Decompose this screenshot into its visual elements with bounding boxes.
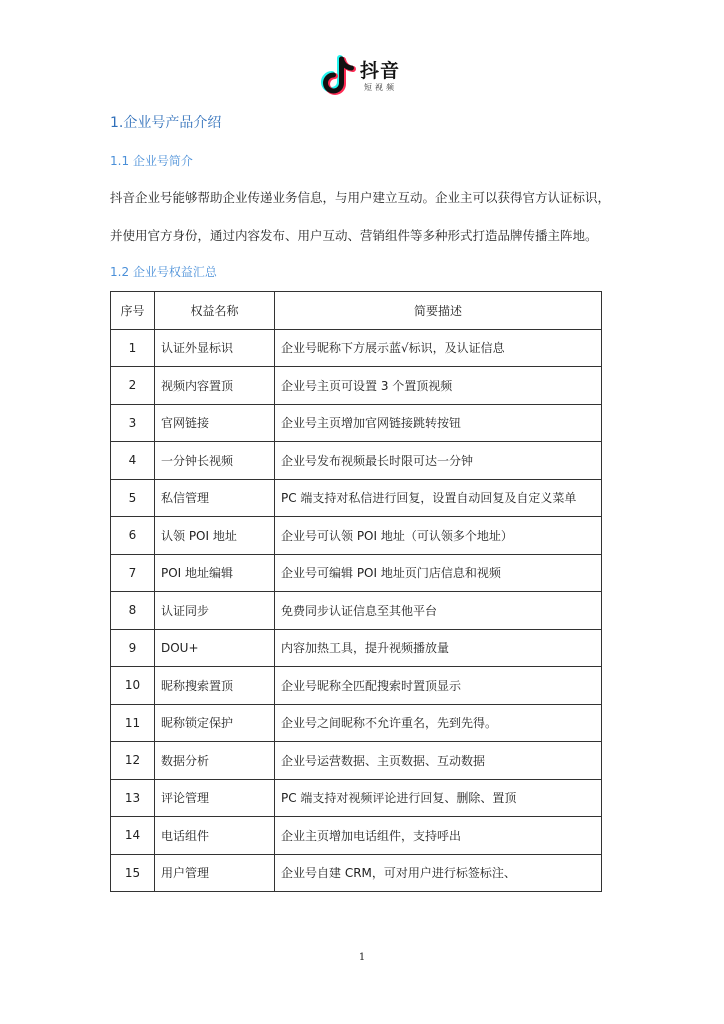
douyin-logo bbox=[318, 52, 410, 98]
intro-line-2: 并使用官方身份，通过内容发布、用户互动、营销组件等多种形式打造品牌传播主阵地。 bbox=[110, 228, 598, 243]
row-description: 企业号可编辑 POI 地址页门店信息和视频 bbox=[275, 554, 602, 592]
row-name: 认领 POI 地址 bbox=[155, 517, 275, 555]
row-index: 2 bbox=[111, 367, 155, 405]
row-description: 企业号运营数据、主页数据、互动数据 bbox=[275, 742, 602, 780]
row-index: 6 bbox=[111, 517, 155, 555]
douyin-note-icon bbox=[318, 52, 358, 96]
row-name: 视频内容置顶 bbox=[155, 367, 275, 405]
table-row bbox=[111, 592, 602, 630]
row-name: 一分钟长视频 bbox=[155, 442, 275, 480]
table-row bbox=[111, 329, 602, 367]
row-description: 企业号自建 CRM，可对用户进行标签标注、 bbox=[275, 854, 602, 892]
table-row bbox=[111, 817, 602, 855]
header-name: 权益名称 bbox=[155, 292, 275, 330]
page-number: 1 bbox=[358, 952, 366, 963]
table-row bbox=[111, 479, 602, 517]
section-1-2-heading: 1.2 企业号权益汇总 bbox=[110, 265, 217, 279]
header-index: 序号 bbox=[111, 292, 155, 330]
row-name: 用户管理 bbox=[155, 854, 275, 892]
table-header-row bbox=[111, 292, 602, 330]
table-row bbox=[111, 554, 602, 592]
table-row bbox=[111, 854, 602, 892]
table-row bbox=[111, 742, 602, 780]
row-index: 13 bbox=[111, 779, 155, 817]
row-description: 企业号之间昵称不允许重名，先到先得。 bbox=[275, 704, 602, 742]
row-index: 5 bbox=[111, 479, 155, 517]
row-index: 9 bbox=[111, 629, 155, 667]
row-description: 企业号主页增加官网链接跳转按钮 bbox=[275, 404, 602, 442]
rights-table bbox=[110, 291, 602, 892]
row-name: 官网链接 bbox=[155, 404, 275, 442]
table-row bbox=[111, 517, 602, 555]
row-name: 评论管理 bbox=[155, 779, 275, 817]
row-index: 1 bbox=[111, 329, 155, 367]
row-index: 7 bbox=[111, 554, 155, 592]
row-description: 企业主页增加电话组件，支持呼出 bbox=[275, 817, 602, 855]
header-description: 简要描述 bbox=[275, 292, 602, 330]
table-row bbox=[111, 667, 602, 705]
row-index: 4 bbox=[111, 442, 155, 480]
row-description: PC 端支持对视频评论进行回复、删除、置顶 bbox=[275, 779, 602, 817]
row-description: 企业号发布视频最长时限可达一分钟 bbox=[275, 442, 602, 480]
row-name: 认证外显标识 bbox=[155, 329, 275, 367]
row-description: 企业号昵称全匹配搜索时置顶显示 bbox=[275, 667, 602, 705]
row-index: 14 bbox=[111, 817, 155, 855]
row-name: DOU+ bbox=[155, 629, 275, 667]
row-description: 内容加热工具，提升视频播放量 bbox=[275, 629, 602, 667]
row-name: 昵称锁定保护 bbox=[155, 704, 275, 742]
row-name: 昵称搜索置顶 bbox=[155, 667, 275, 705]
row-description: 企业号主页可设置 3 个置顶视频 bbox=[275, 367, 602, 405]
row-name: POI 地址编辑 bbox=[155, 554, 275, 592]
logo-brand-text: 抖音 bbox=[360, 60, 401, 82]
section-1-heading: 1.企业号产品介绍 bbox=[110, 115, 222, 131]
row-description: 企业号昵称下方展示蓝√标识，及认证信息 bbox=[275, 329, 602, 367]
row-index: 3 bbox=[111, 404, 155, 442]
row-description: 企业号可认领 POI 地址（可认领多个地址） bbox=[275, 517, 602, 555]
table-row bbox=[111, 367, 602, 405]
intro-line-1: 抖音企业号能够帮助企业传递业务信息，与用户建立互动。企业主可以获得官方认证标识， bbox=[110, 190, 611, 205]
table-row bbox=[111, 442, 602, 480]
logo-sub-text: 短视频 bbox=[364, 83, 397, 92]
row-index: 12 bbox=[111, 742, 155, 780]
row-name: 数据分析 bbox=[155, 742, 275, 780]
row-description: PC 端支持对私信进行回复，设置自动回复及自定义菜单 bbox=[275, 479, 602, 517]
row-name: 认证同步 bbox=[155, 592, 275, 630]
row-index: 10 bbox=[111, 667, 155, 705]
row-name: 私信管理 bbox=[155, 479, 275, 517]
table-row bbox=[111, 779, 602, 817]
section-1-1-heading: 1.1 企业号简介 bbox=[110, 154, 193, 168]
row-name: 电话组件 bbox=[155, 817, 275, 855]
row-index: 11 bbox=[111, 704, 155, 742]
row-index: 8 bbox=[111, 592, 155, 630]
table-row bbox=[111, 629, 602, 667]
row-description: 免费同步认证信息至其他平台 bbox=[275, 592, 602, 630]
row-index: 15 bbox=[111, 854, 155, 892]
table-row bbox=[111, 404, 602, 442]
table-row bbox=[111, 704, 602, 742]
